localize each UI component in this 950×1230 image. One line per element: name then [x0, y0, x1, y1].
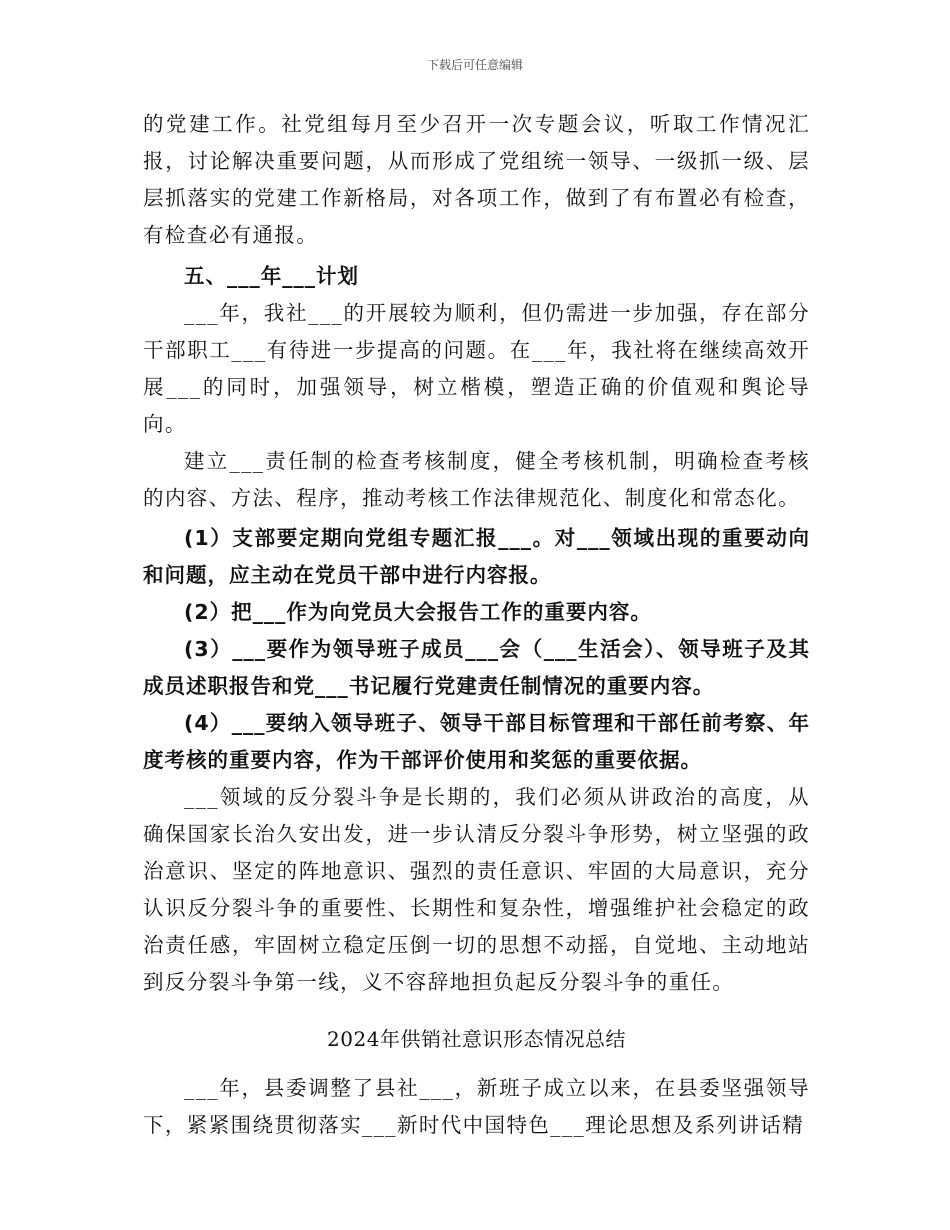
paragraph: 的党建工作。社党组每月至少召开一次专题会议，听取工作情况汇报，讨论解决重要问题，从而形成了党组统一领导、一级抓一级、层层抓落实的党建工作新格局，对各项工作，做到了有布置必有检查，有检查必有通报。	[143, 112, 810, 247]
paragraph: ___年，我社___的开展较为顺利，但仍需进一步加强，存在部分干部职工___有待进一步提高的问题。在___年，我社将在继续高效开展___的同时，加强领导，树立楷模，塑造正确的价值观和舆论导向。	[143, 301, 810, 436]
document-body	[143, 106, 810, 1144]
list-item: (1）支部要定期向党组专题汇报___。对___领域出现的重要动向和问题，应主动在党员干部中进行内容报。	[143, 526, 810, 587]
section-heading: 五、___年___计划	[184, 264, 359, 288]
list-item: (4）___要纳入领导班子、领导干部目标管理和干部任前考察、年度考核的重要内容，作为干部评价使用和奖惩的重要依据。	[143, 711, 810, 772]
list-item: (2）把___作为向党员大会报告工作的重要内容。	[184, 600, 652, 624]
paragraph: ___年，县委调整了县社___，新班子成立以来，在县委坚强领导下，紧紧围绕贯彻落实___新时代中国特色___理论思想及系列讲话精	[143, 1076, 810, 1137]
list-item: (3）___要作为领导班子成员___会（___生活会）、领导班子及其成员述职报告和党___书记履行党建责任制情况的重要内容。	[143, 637, 810, 698]
document-title: 2024年供销社意识形态情况总结	[327, 1027, 626, 1051]
page-header: 下载后可任意编辑	[426, 58, 523, 72]
paragraph: ___领域的反分裂斗争是长期的，我们必须从讲政治的高度，从确保国家长治久安出发，进一步认清反分裂斗争形势，树立坚强的政治意识、坚定的阵地意识、强烈的责任意识、牢固的大局意识，充分认识反分裂斗争的重要性、长期性和复杂性，增强维护社会稳定的政治责任感，牢固树立稳定压倒一切的思想不动摇，自觉地、主动地站到反分裂斗争第一线，义不容辞地担负起反分裂斗争的重任。	[143, 785, 810, 994]
paragraph: 建立___责任制的检查考核制度，健全考核机制，明确检查考核的内容、方法、程序，推动考核工作法律规范化、制度化和常态化。	[143, 449, 810, 510]
